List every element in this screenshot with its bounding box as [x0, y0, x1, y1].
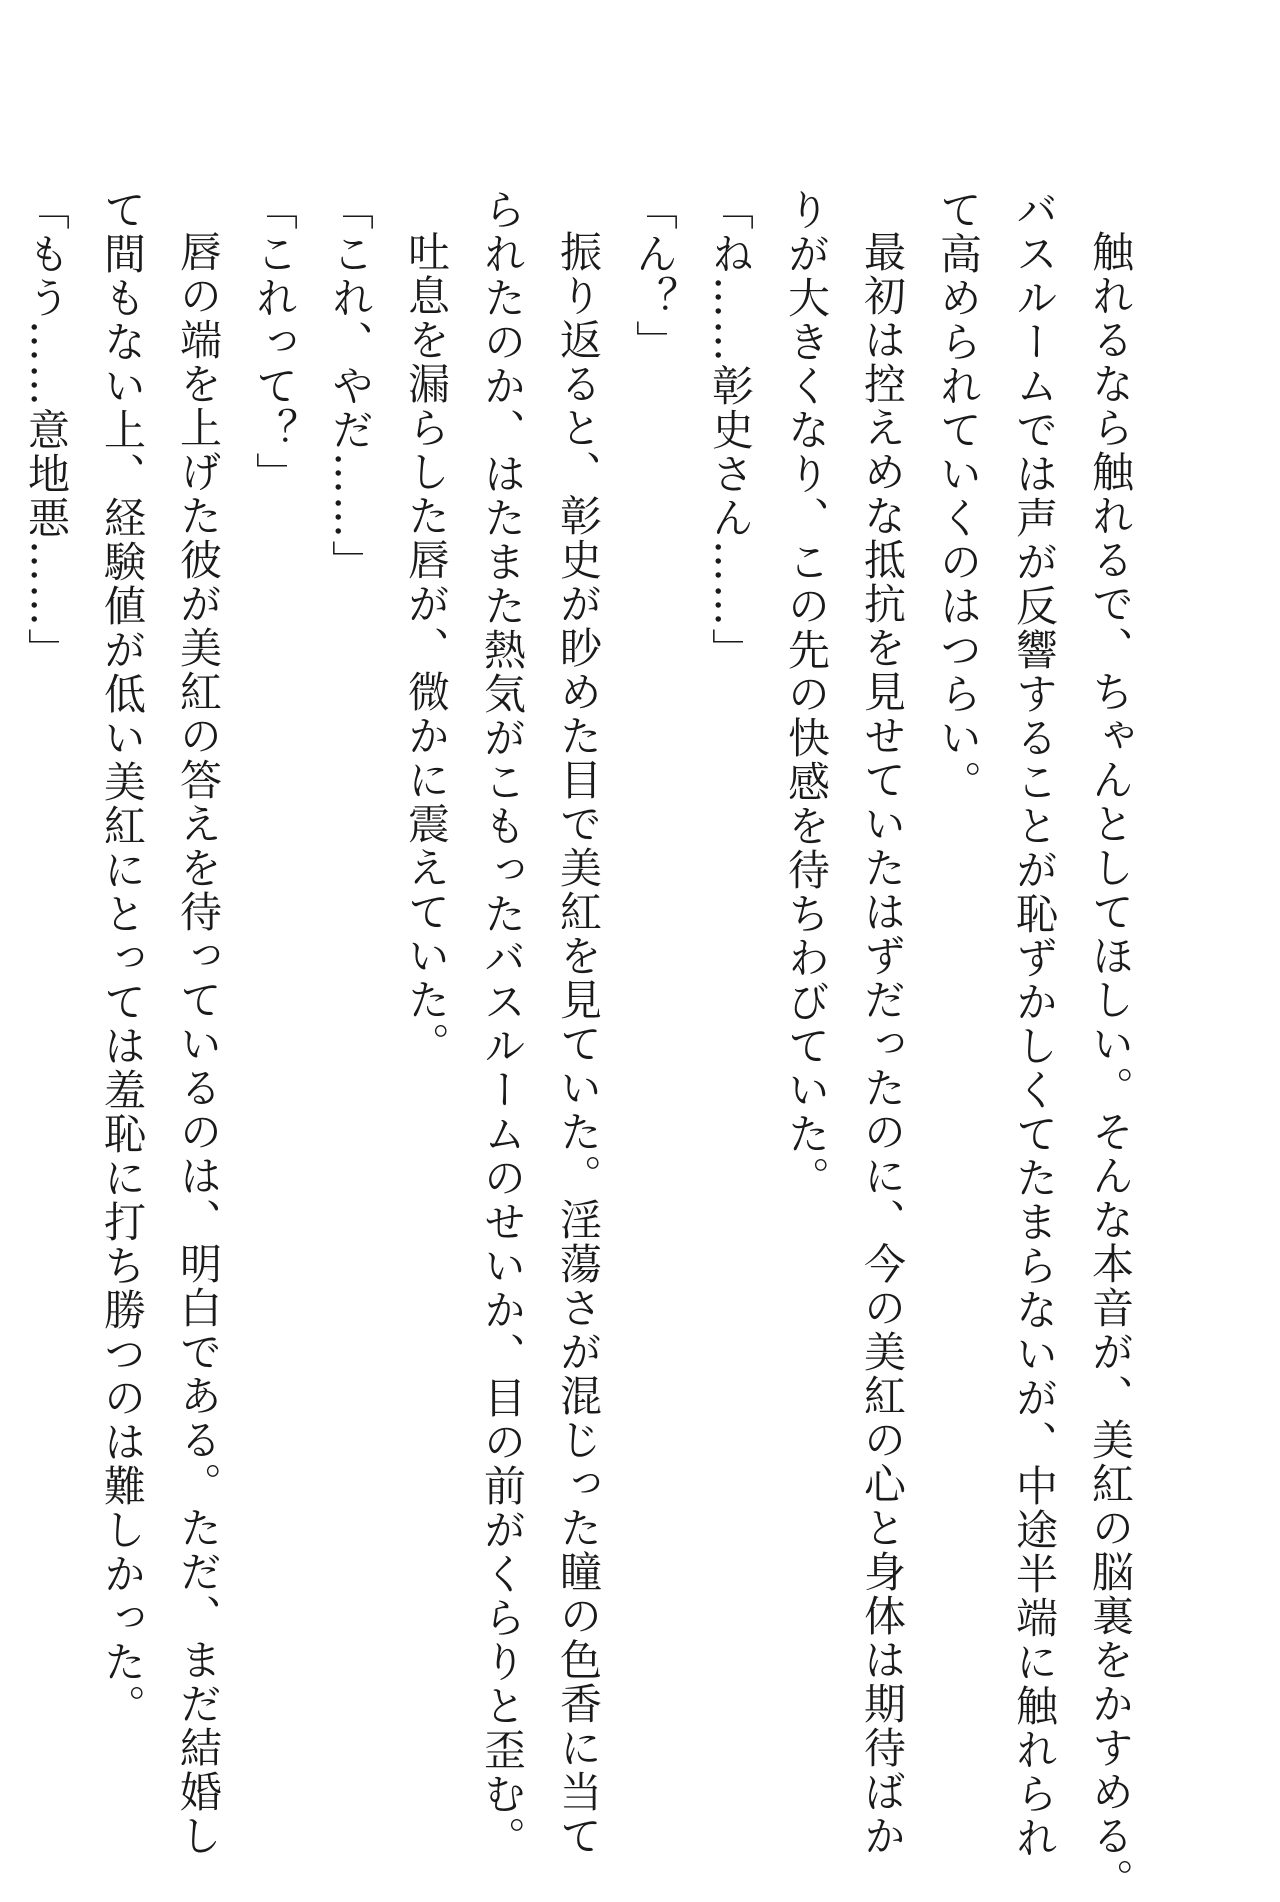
text-line: 吐息を漏らした唇が、微かに震えていた。 — [402, 230, 451, 1066]
text-line: 最初は控えめな抵抗を見せていたはずだったのに、今の美紅の心と身体は期待ばか — [858, 230, 907, 1858]
text-line: 触れるなら触れるで、ちゃんとしてほしい。そんな本音が、美紅の脳裏をかすめる。 — [1086, 230, 1135, 1902]
dialogue-line: 「ん？」 — [630, 188, 679, 364]
text-line: りが大きくなり、この先の快感を待ちわびていた。 — [782, 188, 831, 1200]
text-line: て高められていくのはつらい。 — [934, 188, 983, 804]
dialogue-line: 「これって？」 — [250, 188, 299, 496]
dialogue-line: 「ね……彰史さん……」 — [706, 188, 755, 672]
text-line: 振り返ると、彰史が眇めた目で美紅を見ていた。淫蕩さが混じった瞳の色香に当て — [554, 230, 603, 1858]
text-line: て間もない上、経験値が低い美紅にとっては羞恥に打ち勝つのは難しかった。 — [98, 188, 147, 1728]
text-line: られたのか、はたまた熱気がこもったバスルームのせいか、目の前がくらりと歪む。 — [478, 188, 527, 1860]
dialogue-line: 「これ、やだ……」 — [326, 188, 375, 584]
text-line: バスルームでは声が反響することが恥ずかしくてたまらないが、中途半端に触れられ — [1010, 188, 1059, 1860]
dialogue-line: 「もう……意地悪……」 — [22, 188, 71, 672]
body-text — [8, 188, 1148, 1902]
text-line: 唇の端を上げた彼が美紅の答えを待っているのは、明白である。ただ、まだ結婚し — [174, 230, 223, 1858]
